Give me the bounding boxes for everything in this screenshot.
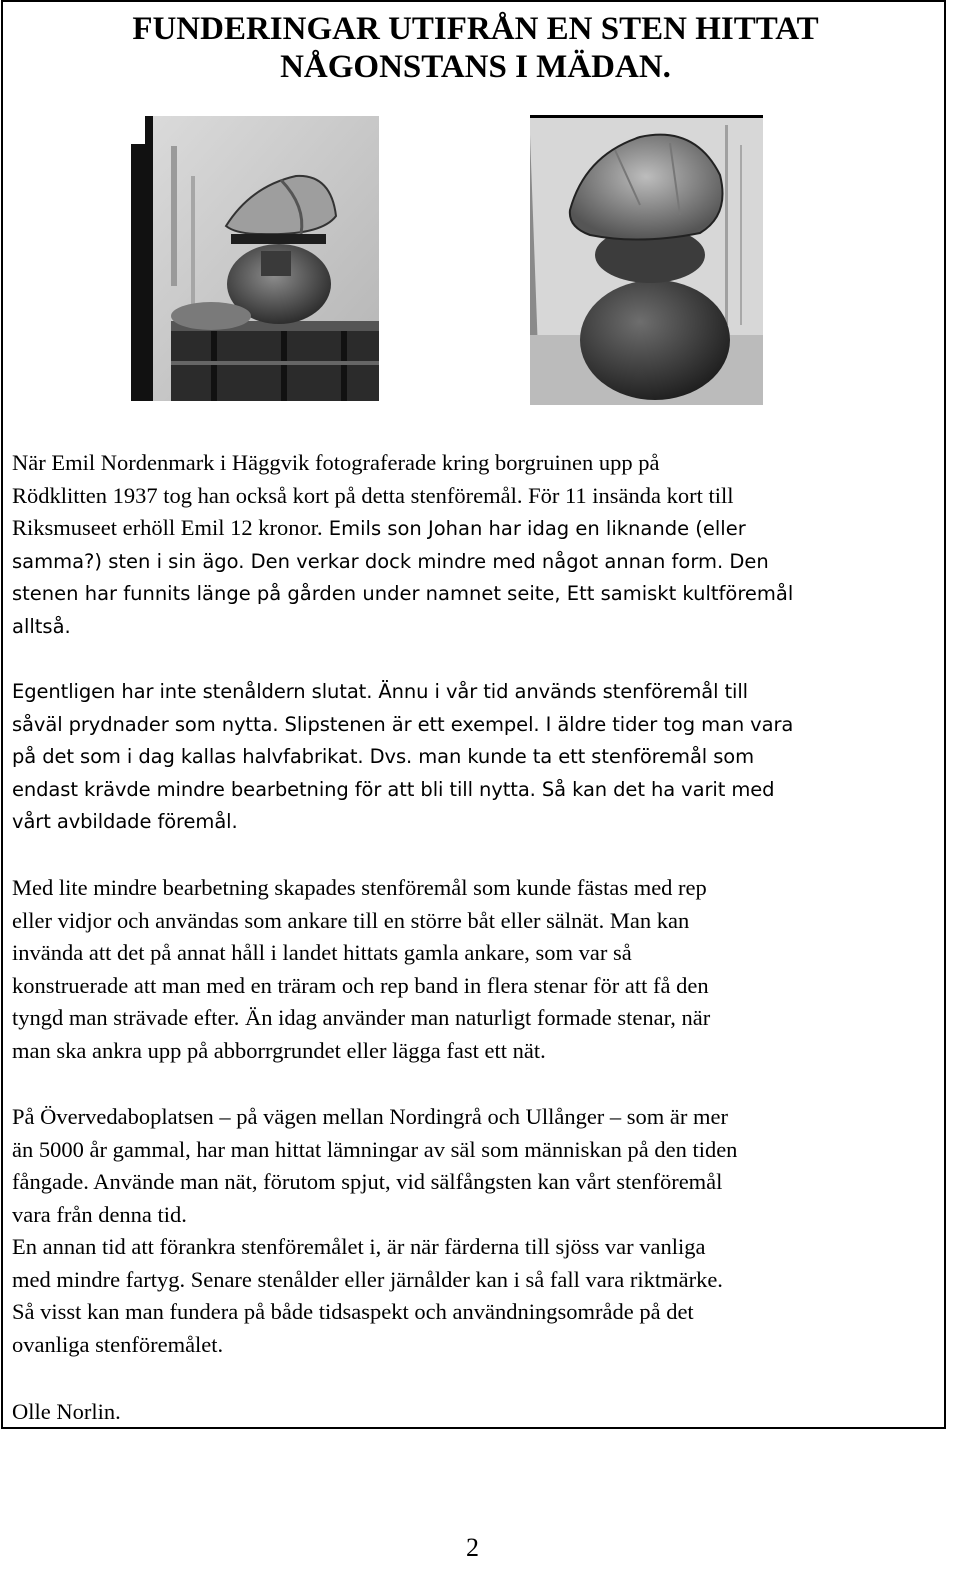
p3-line-2: eller vidjor och användas som ankare till en större båt eller sälnät. Man kan [12, 907, 690, 933]
p1-line-5: stenen har funnits länge på gården under namnet seite, Ett samiskt kultföremål [12, 582, 794, 605]
p4-line-7: Så visst kan man fundera på både tidsaspekt och användningsområde på det [12, 1299, 694, 1324]
p4-line-2: än 5000 år gammal, har man hittat lämningar av säl som människan på den tiden [12, 1136, 738, 1162]
p1-line-3a: Riksmuseet erhöll Emil 12 kronor. [12, 515, 323, 540]
p3-line-5: tyngd man strävade efter. Än idag använder man naturligt formade stenar, när [12, 1005, 711, 1030]
p1-line-3 [12, 512, 942, 546]
p1-line-2: Rödklitten 1937 tog han också kort på detta stenföremål. För 11 insända kort till [12, 482, 734, 508]
p4-line-8: ovanliga stenföremålet. [12, 1331, 224, 1357]
stone-on-chest-photo [131, 116, 379, 401]
p3-line-1: Med lite mindre bearbetning skapades stenföremål som kunde fästas med rep [12, 875, 707, 900]
p4-line-6: med mindre fartyg. Senare stenålder eller järnålder kan i så fall vara riktmärke. [12, 1266, 723, 1292]
p1-line-6: alltså. [12, 614, 71, 638]
p2-line-1: Egentligen har inte stenåldern slutat. Ännu i vår tid används stenföremål till [12, 680, 748, 703]
p2-line-2: såväl prydnader som nytta. Slipstenen är ett exempel. I äldre tider tog man vara [12, 712, 794, 736]
p1-line-3b: Emils son Johan har idag en liknande (eller [322, 517, 746, 540]
title-line-1: FUNDERINGAR UTIFRÅN EN STEN HITTAT [132, 11, 819, 47]
p2-line-3: på det som i dag kallas halvfabrikat. Dvs. man kunde ta ett stenföremål som [12, 745, 754, 768]
p2-line-5: vårt avbildade föremål. [12, 810, 238, 833]
p2-line-4: endast krävde mindre bearbetning för att bli till nytta. Så kan det ha varit med [12, 777, 775, 801]
p1-line-4: samma?) sten i sin ägo. Den verkar dock mindre med något annan form. Den [12, 549, 769, 573]
stone-outdoors-photo [530, 115, 763, 405]
article-frame [1, 0, 946, 1429]
paragraph-2 [12, 676, 942, 839]
p3-line-4: konstruerade att man med en träram och rep band in flera stenar för att få den [12, 972, 709, 998]
paragraph-4 [12, 1101, 942, 1361]
p4-line-3: fångade. Använde man nät, förutom spjut, vid sälfångsten kan vårt stenföremål [12, 1169, 723, 1194]
p1-line-1: När Emil Nordenmark i Häggvik fotograferade kring borgruinen upp på [12, 450, 660, 475]
page-number: 2 [466, 1533, 479, 1562]
title-line-2: NÅGONSTANS I MÄDAN. [280, 49, 671, 85]
paragraph-1 [12, 447, 942, 643]
paragraph-3 [12, 872, 942, 1067]
p3-line-6: man ska ankra upp på abborrgrundet eller lägga fast ett nät. [12, 1037, 546, 1063]
p4-line-4: vara från denna tid. [12, 1201, 187, 1227]
p3-line-3: invända att det på annat håll i landet hittats gamla ankare, som var så [12, 940, 632, 965]
article-title [3, 10, 948, 86]
author-signature: Olle Norlin. [12, 1399, 121, 1424]
p4-line-1: På Övervedaboplatsen – på vägen mellan Nordingrå och Ullånger – som är mer [12, 1104, 729, 1129]
p4-line-5: En annan tid att förankra stenföremålet i, är när färderna till sjöss var vanliga [12, 1234, 706, 1259]
